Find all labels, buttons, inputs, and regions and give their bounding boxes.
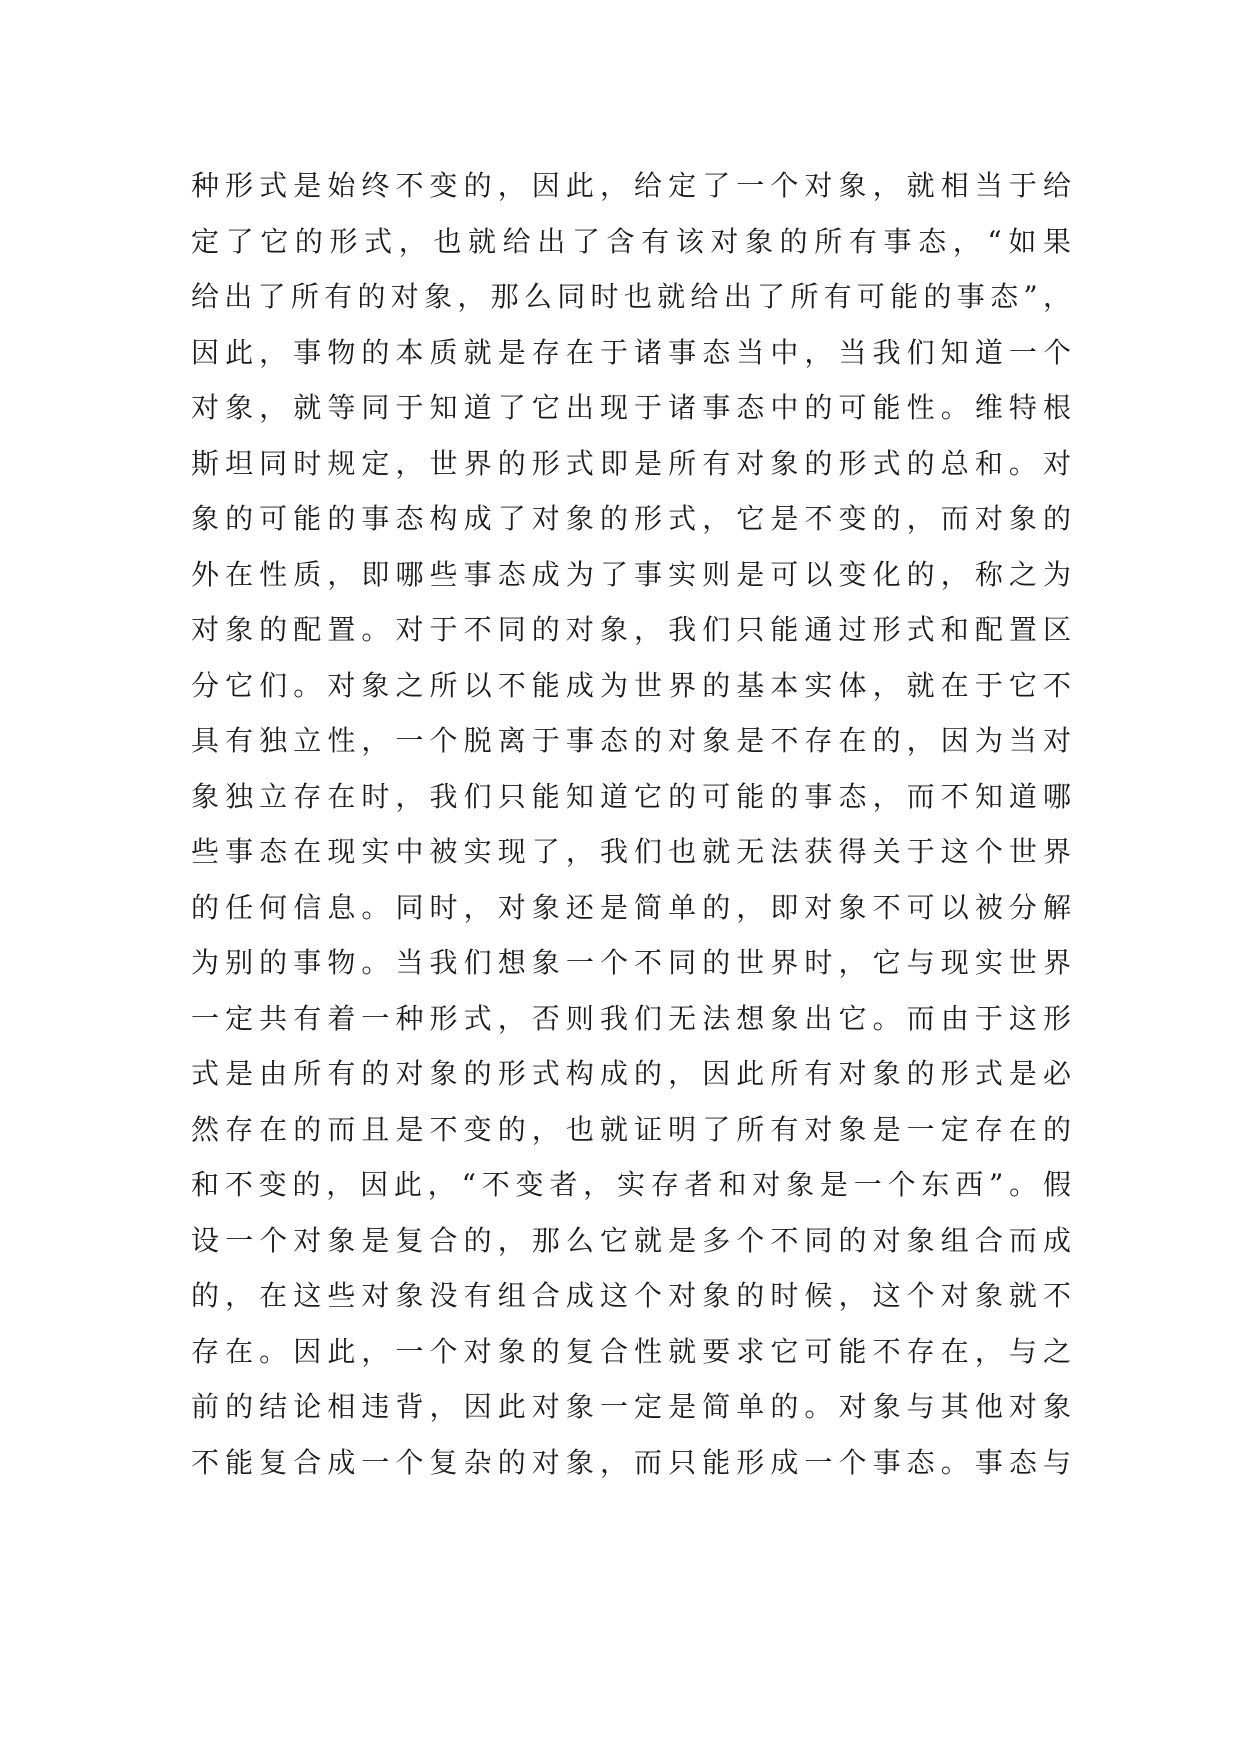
text-line: 的任何信息。同时，对象还是简单的，即对象不可以被分解 xyxy=(191,890,1071,924)
text-line: 前的结论相违背，因此对象一定是简单的。对象与其他对象 xyxy=(191,1390,1071,1423)
text-line: 的，在这些对象没有组合成这个对象的时候，这个对象就不 xyxy=(191,1279,1071,1312)
text-line: 不能复合成一个复杂的对象，而只能形成一个事态。事态与 xyxy=(191,1445,1071,1479)
body-text xyxy=(191,158,1071,1490)
text-line: 和不变的，因此，“不变者，实存者和对象是一个东西”。假 xyxy=(191,1168,1071,1201)
text-line: 对象，就等同于知道了它出现于诸事态中的可能性。维特根 xyxy=(191,391,1071,424)
text-line: 为别的事物。当我们想象一个不同的世界时，它与现实世界 xyxy=(191,946,1071,979)
text-line: 因此，事物的本质就是存在于诸事态当中，当我们知道一个 xyxy=(191,335,1071,369)
text-line: 存在。因此，一个对象的复合性就要求它可能不存在，与之 xyxy=(191,1334,1071,1368)
text-line: 设一个对象是复合的，那么它就是多个不同的对象组合而成 xyxy=(191,1223,1071,1257)
text-line: 定了它的形式，也就给出了含有该对象的所有事态，“如果 xyxy=(191,224,1071,258)
text-line: 然存在的而且是不变的，也就证明了所有对象是一定存在的 xyxy=(191,1112,1071,1146)
text-line: 象独立存在时，我们只能知道它的可能的事态，而不知道哪 xyxy=(191,779,1071,813)
text-line: 对象的配置。对于不同的对象，我们只能通过形式和配置区 xyxy=(191,613,1071,646)
text-line: 种形式是始终不变的，因此，给定了一个对象，就相当于给 xyxy=(191,169,1071,202)
text-line: 一定共有着一种形式，否则我们无法想象出它。而由于这形 xyxy=(191,1001,1071,1035)
text-line: 给出了所有的对象，那么同时也就给出了所有可能的事态”， xyxy=(191,280,1071,313)
text-line: 具有独立性，一个脱离于事态的对象是不存在的，因为当对 xyxy=(191,724,1071,757)
text-line: 象的可能的事态构成了对象的形式，它是不变的，而对象的 xyxy=(191,502,1071,535)
text-line: 外在性质，即哪些事态成为了事实则是可以变化的，称之为 xyxy=(191,557,1071,591)
text-line: 斯坦同时规定，世界的形式即是所有对象的形式的总和。对 xyxy=(191,446,1071,480)
text-line: 分它们。对象之所以不能成为世界的基本实体，就在于它不 xyxy=(191,668,1071,702)
text-line: 式是由所有的对象的形式构成的，因此所有对象的形式是必 xyxy=(191,1057,1071,1090)
text-line: 些事态在现实中被实现了，我们也就无法获得关于这个世界 xyxy=(191,835,1071,868)
